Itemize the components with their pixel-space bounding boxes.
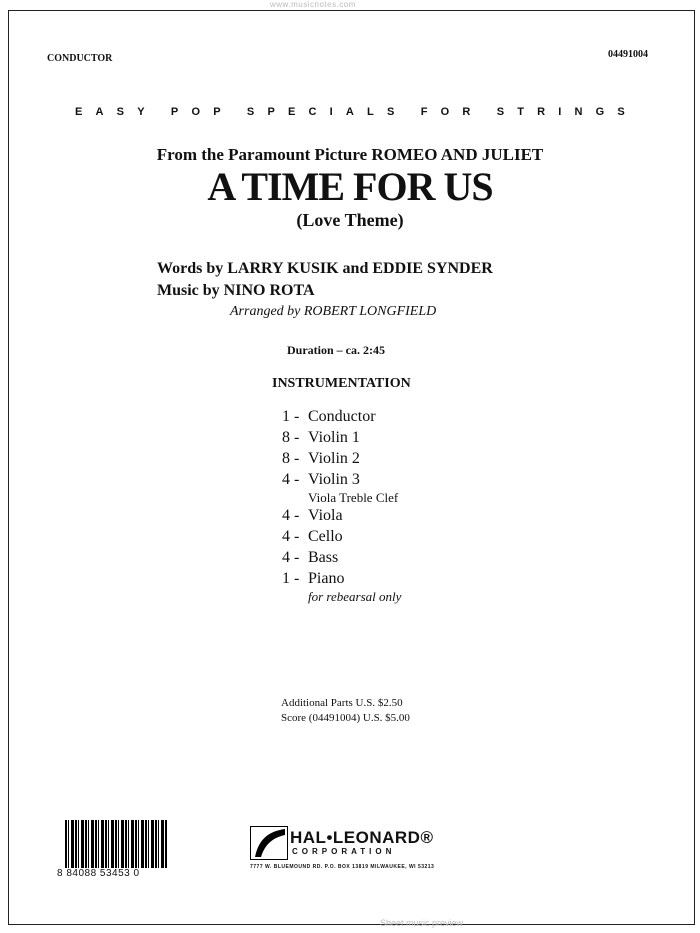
series-letter: G — [595, 106, 605, 118]
series-letter: T — [517, 106, 524, 118]
series-letter: R — [537, 106, 546, 118]
additional-parts-price: Additional Parts U.S. $2.50 — [281, 697, 403, 709]
music-credit: Music by NINO ROTA — [157, 282, 315, 299]
instrument-quantity: 8 - — [282, 450, 300, 467]
series-banner — [75, 106, 625, 118]
barcode-digits: 8 84088 53453 0 — [57, 868, 140, 879]
instrument-row — [282, 528, 401, 549]
source-line: From the Paramount Picture ROMEO AND JULIET — [156, 145, 544, 164]
instrument-name: Violin 1 — [308, 429, 360, 446]
series-letter: P — [267, 106, 275, 118]
instrument-quantity: 4 - — [282, 528, 300, 545]
hal-leonard-logo-icon — [250, 826, 288, 860]
instrument-name: Violin 2 — [308, 450, 360, 467]
instrument-note: Viola Treble Clef — [308, 490, 399, 505]
series-letter: C — [308, 106, 317, 118]
instrument-name: Bass — [308, 549, 339, 566]
score-price: Score (04491004) U.S. $5.00 — [281, 712, 410, 724]
watermark-bottom: Sheet music preview — [380, 918, 464, 928]
series-letter: O — [191, 106, 201, 118]
instrument-row — [282, 429, 401, 450]
instrument-quantity: 4 - — [282, 507, 300, 524]
series-letter: S — [496, 106, 505, 118]
instrument-quantity: 1 - — [282, 570, 300, 587]
arranger-credit: Arranged by ROBERT LONGFIELD — [230, 304, 437, 319]
series-letter: S — [246, 106, 255, 118]
instrument-quantity: 8 - — [282, 429, 300, 446]
series-letter: S — [617, 106, 625, 118]
watermark-top: www.musicnotes.com — [270, 0, 356, 9]
instrument-row — [282, 570, 401, 591]
publisher-name: HAL•LEONARD® — [290, 828, 434, 847]
series-letter: E — [287, 106, 296, 118]
instrument-row — [282, 408, 401, 429]
song-title: A TIME FOR US — [207, 164, 493, 209]
part-label: CONDUCTOR — [47, 53, 113, 64]
series-letter: F — [420, 106, 428, 118]
series-letter: A — [95, 106, 104, 118]
instrumentation-list — [282, 408, 401, 606]
instrument-row — [282, 450, 401, 471]
catalog-code: 04491004 — [608, 49, 648, 60]
publisher-address: 7777 W. BLUEMOUND RD. P.O. BOX 13819 MILWAUKEE, WI 53213 — [250, 864, 435, 870]
instrument-name: Viola — [308, 507, 343, 524]
instrumentation-heading: INSTRUMENTATION — [272, 376, 411, 391]
publisher-corporation: CORPORATION — [292, 847, 396, 856]
series-letter: I — [558, 106, 562, 118]
words-credit: Words by LARRY KUSIK and EDDIE SYNDER — [157, 260, 493, 277]
series-letter: N — [574, 106, 583, 118]
instrument-name: Conductor — [308, 408, 376, 425]
series-letter: L — [367, 106, 374, 118]
instrument-quantity: 1 - — [282, 408, 300, 425]
instrument-row — [282, 471, 401, 492]
series-letter: E — [75, 106, 83, 118]
publisher-logo — [250, 826, 450, 876]
instrument-row — [282, 549, 401, 570]
series-letter: A — [345, 106, 354, 118]
instrument-quantity: 4 - — [282, 471, 300, 488]
instrument-name: Violin 3 — [308, 471, 360, 488]
instrument-quantity: 4 - — [282, 549, 300, 566]
credits — [157, 258, 493, 302]
series-letter: S — [116, 106, 125, 118]
instrument-name: Piano — [308, 570, 345, 587]
barcode — [57, 820, 170, 880]
series-letter: P — [170, 106, 179, 118]
series-letter: S — [386, 106, 395, 118]
instrument-row — [282, 507, 401, 528]
instrument-name: Cello — [308, 528, 343, 545]
instrument-note: for rebearsal only — [308, 589, 402, 604]
series-letter: Y — [137, 106, 145, 118]
series-letter: I — [329, 106, 333, 118]
barcode-bars — [65, 820, 168, 868]
prices — [281, 696, 410, 726]
series-letter: O — [440, 106, 450, 118]
duration: Duration – ca. 2:45 — [287, 343, 385, 357]
series-letter: P — [213, 106, 221, 118]
series-letter: R — [462, 106, 471, 118]
song-subtitle: (Love Theme) — [296, 210, 404, 230]
